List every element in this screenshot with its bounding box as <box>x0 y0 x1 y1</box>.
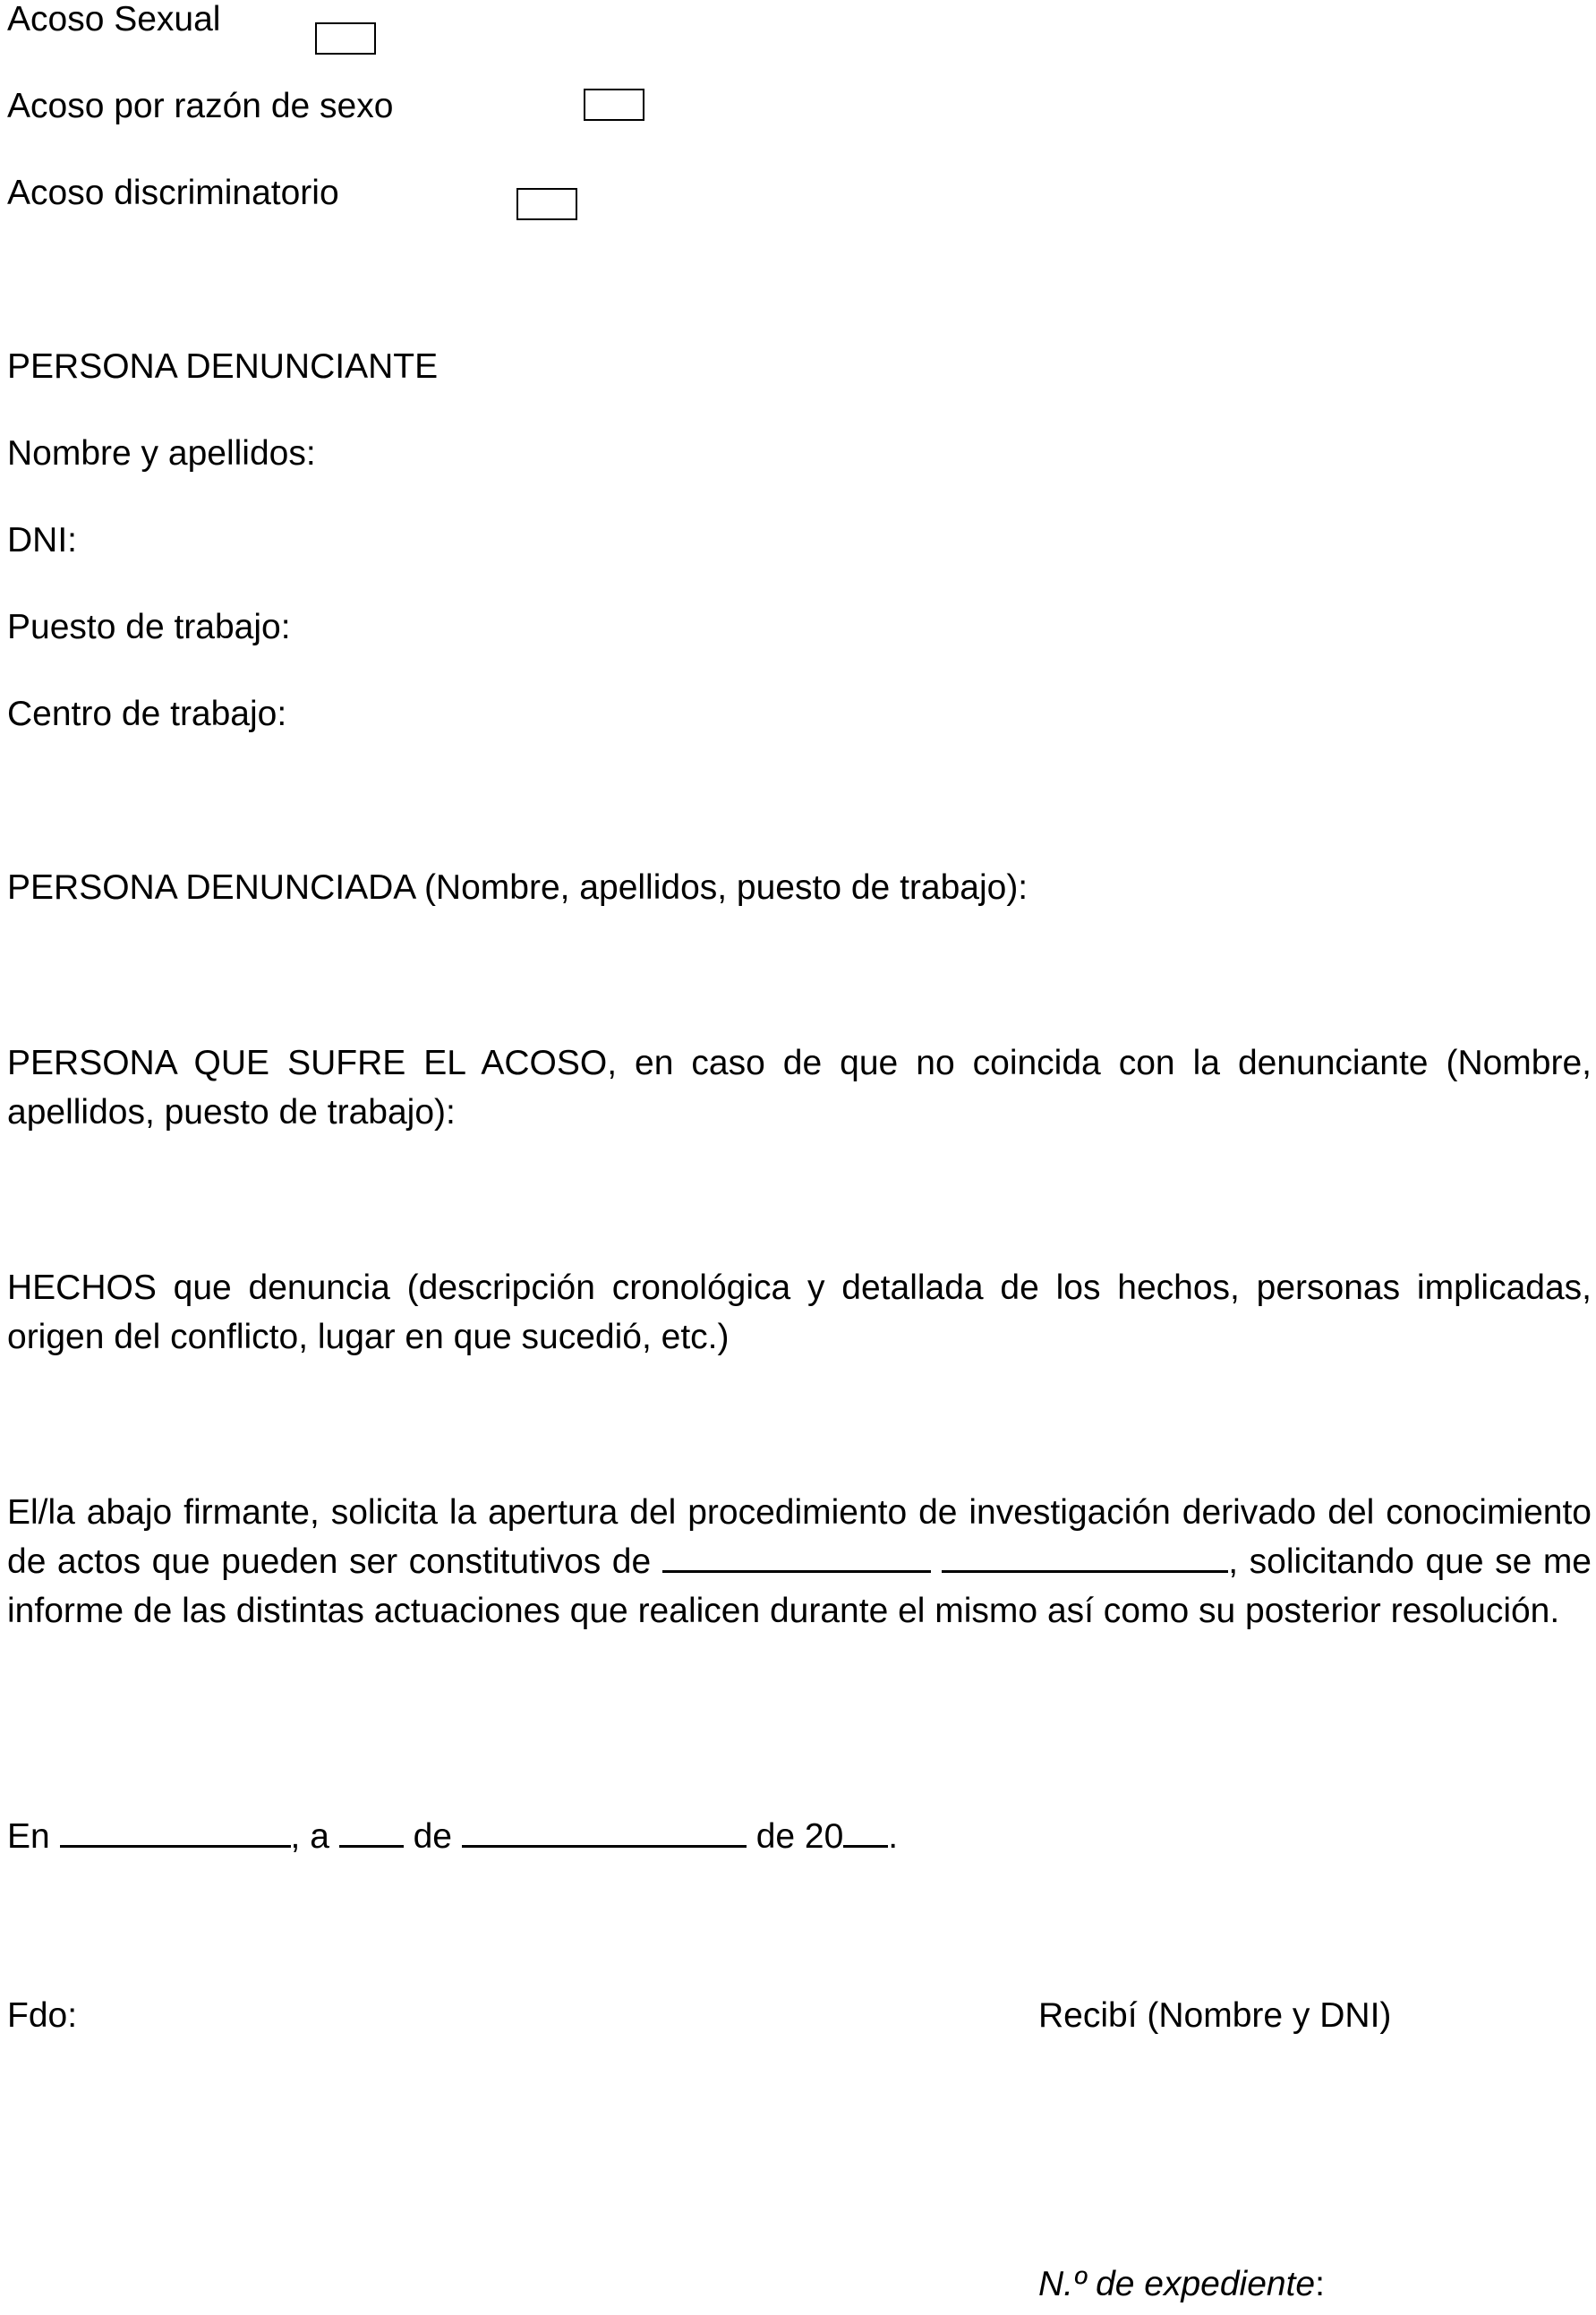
signature-fdo-label: Fdo: <box>7 1996 78 2035</box>
date-de-20-label: de 20 <box>755 1817 844 1856</box>
harassment-type-sexual-label: Acoso Sexual <box>7 0 221 38</box>
file-number-colon: : <box>1315 2265 1325 2303</box>
accused-label: PERSONA DENUNCIADA (Nombre, apellidos, puesto de trabajo): <box>7 868 1028 907</box>
file-number-label-italic: N.º de expediente <box>1038 2265 1316 2303</box>
facts-label: HECHOS que denuncia (descripción cronológica y detallada de los hechos, personas implicadas, origen del conflicto, lugar en que sucedió, etc.) <box>7 1269 1592 1356</box>
request-comma: , <box>1228 1542 1239 1581</box>
harassment-type-sexual-checkbox[interactable] <box>315 22 376 55</box>
request-blank-2[interactable] <box>942 1543 1228 1573</box>
date-de-label: de <box>413 1817 452 1856</box>
victim-label: PERSONA QUE SUFRE EL ACOSO, en caso de que no coincida con la denunciante (Nombre, apellidos, puesto de trabajo): <box>7 1044 1592 1132</box>
harassment-type-discriminatory-label: Acoso discriminatorio <box>7 174 339 212</box>
date-year-blank[interactable] <box>843 1818 888 1848</box>
date-month-blank[interactable] <box>462 1818 747 1848</box>
date-place-blank[interactable] <box>60 1818 291 1848</box>
complainant-heading: PERSONA DENUNCIANTE <box>7 347 439 386</box>
harassment-type-discriminatory-checkbox[interactable] <box>516 188 577 220</box>
harassment-type-gender-label: Acoso por razón de sexo <box>7 87 394 125</box>
complainant-name-label: Nombre y apellidos: <box>7 434 316 473</box>
complainant-job-label: Puesto de trabajo: <box>7 608 291 646</box>
signature-received-label: Recibí (Nombre y DNI) <box>1038 1996 1392 2035</box>
date-en-label: En <box>7 1817 50 1856</box>
complainant-dni-label: DNI: <box>7 521 77 560</box>
date-day-blank[interactable] <box>339 1818 404 1848</box>
date-line <box>7 1813 898 1862</box>
request-blank-1[interactable] <box>662 1543 931 1573</box>
request-paragraph <box>7 1488 1592 1636</box>
file-number-label <box>1038 2260 1325 2310</box>
request-text-before: El/la abajo firmante, solicita la apertura del procedimiento de investigación derivado del conocimiento de actos que pueden ser constitutivos de <box>7 1493 1592 1581</box>
harassment-type-gender-checkbox[interactable] <box>584 89 644 121</box>
date-period: . <box>888 1817 899 1856</box>
request-text-after: solicitando que se me informe de las distintas actuaciones que realicen durante el mismo así como su posterior resolución. <box>7 1542 1592 1630</box>
date-comma-a-label: , a <box>290 1817 329 1856</box>
complainant-workplace-label: Centro de trabajo: <box>7 695 287 733</box>
